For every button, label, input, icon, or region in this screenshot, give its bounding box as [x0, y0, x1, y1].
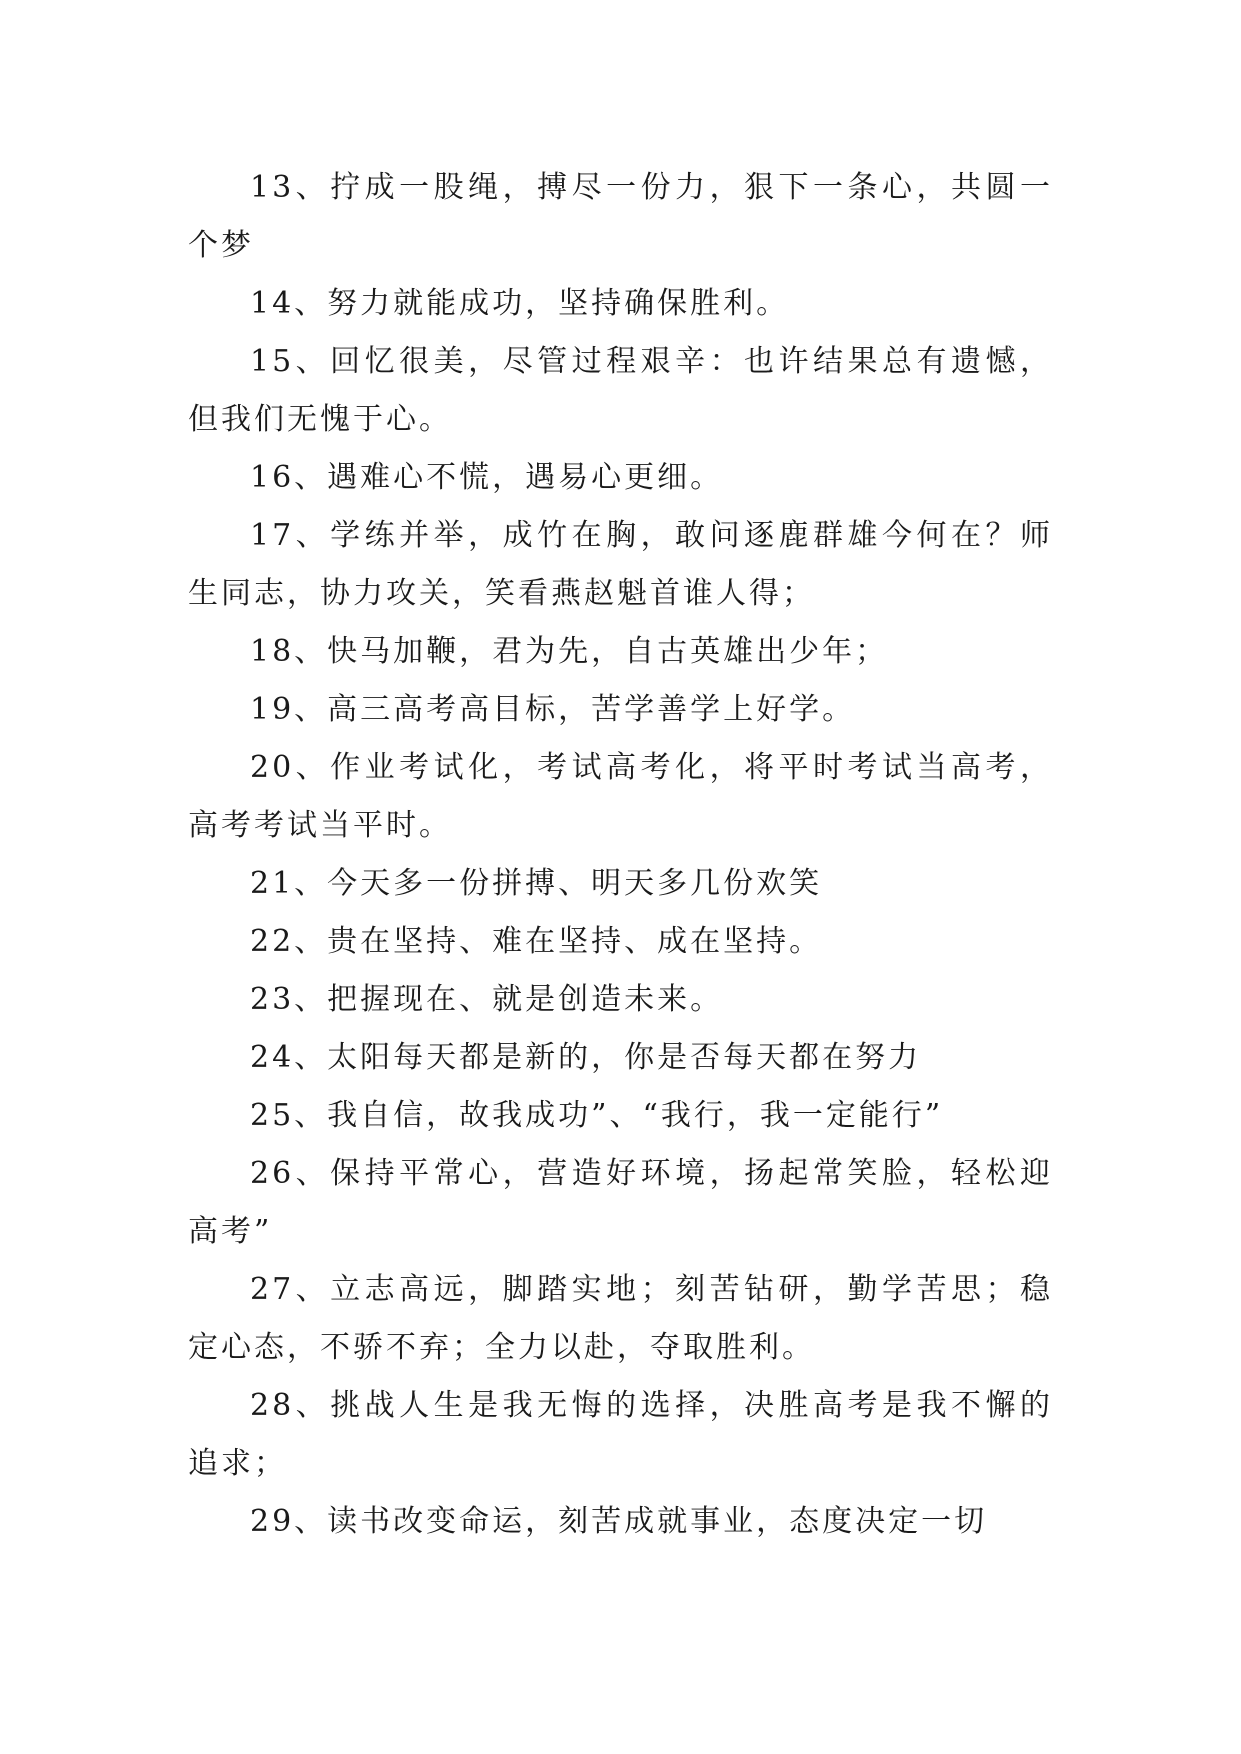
paragraph-14: 14、努力就能成功，坚持确保胜利。	[250, 286, 790, 321]
paragraph-29: 29、读书改变命运，刻苦成就事业，态度决定一切	[250, 1504, 988, 1539]
paragraph-20: 20、作业考试化，考试高考化，将平时考试当高考，高考考试当平时。	[188, 750, 1053, 843]
document-body	[188, 159, 1053, 1551]
paragraph-27: 27、立志高远，脚踏实地；刻苦钻研，勤学苦思；稳定心态，不骄不弃；全力以赴，夺取胜利。	[188, 1272, 1053, 1365]
paragraph-21: 21、今天多一份拼搏、明天多几份欢笑	[250, 866, 823, 901]
paragraph-19: 19、高三高考高目标，苦学善学上好学。	[250, 692, 856, 727]
paragraph-26: 26、保持平常心，营造好环境，扬起常笑脸，轻松迎高考”	[188, 1156, 1053, 1249]
paragraph-28: 28、挑战人生是我无悔的选择，决胜高考是我不懈的追求；	[188, 1388, 1053, 1481]
paragraph-17: 17、学练并举，成竹在胸，敢问逐鹿群雄今何在？师生同志，协力攻关，笑看燕赵魁首谁人得；	[188, 518, 1053, 611]
paragraph-16: 16、遇难心不慌，遇易心更细。	[250, 460, 724, 495]
paragraph-25: 25、我自信，故我成功”、“我行，我一定能行”	[250, 1098, 944, 1133]
paragraph-22: 22、贵在坚持、难在坚持、成在坚持。	[250, 924, 823, 959]
paragraph-23: 23、把握现在、就是创造未来。	[250, 982, 724, 1017]
paragraph-13: 13、拧成一股绳，搏尽一份力，狠下一条心，共圆一个梦	[188, 170, 1053, 263]
paragraph-18: 18、快马加鞭，君为先，自古英雄出少年；	[250, 634, 889, 669]
paragraph-15: 15、回忆很美，尽管过程艰辛：也许结果总有遗憾，但我们无愧于心。	[188, 344, 1053, 437]
paragraph-24: 24、太阳每天都是新的，你是否每天都在努力	[250, 1040, 922, 1075]
